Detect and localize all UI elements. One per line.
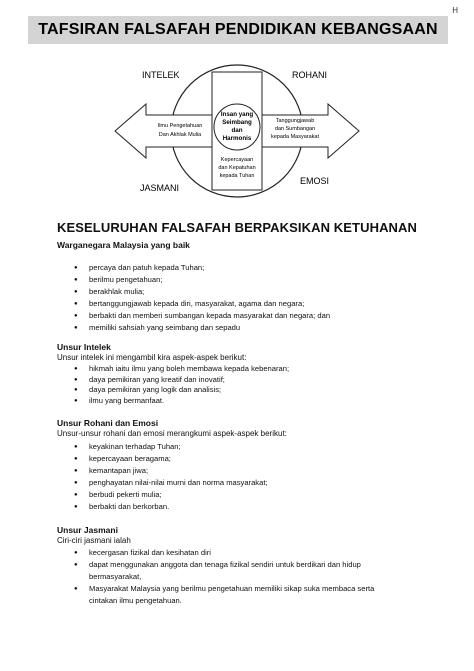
list-item-continuation: bermasyarakat, [89, 572, 142, 581]
right-box-line-1: Tanggungjawab [275, 118, 315, 124]
list-item: ● berbakti dan berkorban. [74, 501, 464, 513]
bottom-box-line-3: kepada Tuhan [219, 173, 255, 179]
list-item: ● daya pemikiran yang logik dan analisis; [74, 385, 464, 396]
left-box-line-1: Ilmu Pengetahuan [157, 123, 203, 129]
title-banner [28, 16, 448, 44]
section-heading: KESELURUHAN FALSAFAH BERPAKSIKAN KETUHANAN [57, 220, 418, 235]
rohani-list [74, 441, 464, 513]
list-item: ● berbakti dan memberi sumbangan kepada masyarakat dan negara; dan [74, 310, 464, 322]
list-item: ● penghayatan nilai-nilai murni dan norma masyarakat; [74, 477, 464, 489]
list-item: ● berilmu pengetahuan; [74, 274, 464, 286]
list-item: ● berakhlak mulia; [74, 286, 464, 298]
center-line-1: Insan yang [220, 111, 254, 118]
page-marker: H [452, 6, 458, 15]
intelek-list [74, 364, 464, 406]
rohani-heading: Unsur Rohani dan Emosi [57, 418, 159, 428]
center-line-4: Harmonis [222, 135, 252, 142]
label-emosi: EMOSI [300, 176, 330, 186]
list-item: ● dapat menggunakan anggota dan tenaga fizikal sendiri untuk berdikari dan hidup [74, 559, 464, 571]
center-line-3: dan [231, 127, 243, 134]
center-line-2: Seimbang [222, 119, 252, 126]
jasmani-heading: Unsur Jasmani [57, 525, 118, 535]
list-item: ● keyakinan terhadap Tuhan; [74, 441, 464, 453]
list-item: ● kecergasan fizikal dan kesihatan diri [74, 547, 464, 559]
intelek-heading: Unsur Intelek [57, 342, 111, 352]
warganegara-list [74, 262, 464, 334]
page-title: TAFSIRAN FALSAFAH PENDIDIKAN KEBANGSAAN [38, 21, 438, 38]
list-item: ● berbudi pekerti mulia; [74, 489, 464, 501]
rohani-intro: Unsur-unsur rohani dan emosi merangkumi aspek-aspek berikut: [57, 429, 287, 438]
right-box-line-3: kepada Masyarakat [271, 134, 319, 140]
right-box-line-2: dan Sumbangan [274, 126, 316, 132]
list-item: ● memiliki sahsiah yang seimbang dan sepadu [74, 322, 464, 334]
list-item: ● bertanggungjawab kepada diri, masyarakat, agama dan negara; [74, 298, 464, 310]
list-item: ● kepercayaan beragama; [74, 453, 464, 465]
label-jasmani: JASMANI [140, 183, 180, 193]
warganegara-heading: Warganegara Malaysia yang baik [57, 240, 190, 250]
jasmani-list [74, 547, 464, 607]
label-intelek: INTELEK [142, 70, 180, 80]
jasmani-intro: Ciri-ciri jasmani ialah [57, 536, 131, 545]
list-item: ● ilmu yang bermanfaat. [74, 396, 464, 407]
list-item: ● daya pemikiran yang kreatif dan inovatif; [74, 375, 464, 386]
bottom-box-line-1: Kepercayaan [220, 157, 254, 163]
left-box-line-2: Dan Akhlak Mulia [158, 132, 202, 138]
list-item: ● kemantapan jiwa; [74, 465, 464, 477]
list-item-continuation: cintakan ilmu pengetahuan. [89, 596, 182, 605]
philosophy-diagram [112, 58, 362, 204]
label-rohani: ROHANI [292, 70, 328, 80]
list-item: ● hikmah iaitu ilmu yang boleh membawa kepada kebenaran; [74, 364, 464, 375]
list-item: ● Masyarakat Malaysia yang berilmu pengetahuan memiliki sikap suka membaca serta [74, 583, 464, 595]
list-item: ● percaya dan patuh kepada Tuhan; [74, 262, 464, 274]
intelek-intro: Unsur intelek ini mengambil kira aspek-aspek berikut: [57, 353, 247, 362]
bottom-box-line-2: dan Kepatuhan [218, 165, 256, 171]
